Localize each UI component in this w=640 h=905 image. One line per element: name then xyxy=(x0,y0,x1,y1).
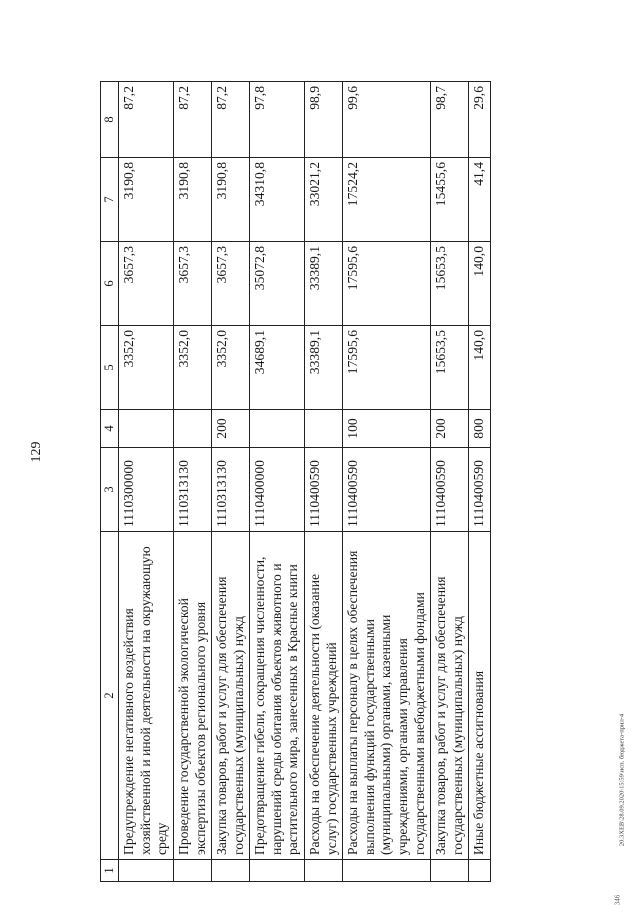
expense-type: 200 xyxy=(212,410,250,448)
row-name: Предотвращение гибели, сокращения численности, нарушений среды обитания объектов животного и растительного мира, занесенных в Красные книги xyxy=(250,532,305,860)
percent-col-8: 97,8 xyxy=(250,82,305,158)
value-col-6: 3657,3 xyxy=(119,242,174,326)
row-name: Закупка товаров, работ и услуг для обеспечения государственных (муниципальных) нужд xyxy=(212,532,250,860)
value-col-6: 3657,3 xyxy=(173,242,211,326)
row-index-cell xyxy=(212,860,250,882)
budget-table xyxy=(100,81,491,882)
row-name: Расходы на обеспечение деятельности (оказание услуг) государственных учреждений xyxy=(305,532,343,860)
budget-code: 1110400000 xyxy=(250,448,305,532)
value-col-5: 15653,5 xyxy=(431,326,469,410)
percent-col-8: 87,2 xyxy=(212,82,250,158)
value-col-5: 33389,1 xyxy=(305,326,343,410)
expense-type xyxy=(173,410,211,448)
value-col-7: 17524,2 xyxy=(343,158,431,242)
value-col-5: 3352,0 xyxy=(119,326,174,410)
percent-col-8: 98,7 xyxy=(431,82,469,158)
budget-code: 1110400590 xyxy=(431,448,469,532)
value-col-6: 15653,5 xyxy=(431,242,469,326)
value-col-5: 3352,0 xyxy=(212,326,250,410)
value-col-6: 33389,1 xyxy=(305,242,343,326)
table-row xyxy=(212,82,250,882)
table-row xyxy=(469,82,491,882)
row-index-cell xyxy=(305,860,343,882)
row-index-cell xyxy=(469,860,491,882)
percent-col-8: 99,6 xyxy=(343,82,431,158)
table-row xyxy=(173,82,211,882)
table-row xyxy=(305,82,343,882)
value-col-7: 33021,2 xyxy=(305,158,343,242)
row-index-cell xyxy=(250,860,305,882)
value-col-7: 15455,6 xyxy=(431,158,469,242)
page-number: 129 xyxy=(29,441,44,463)
expense-type: 200 xyxy=(431,410,469,448)
budget-code: 1110300000 xyxy=(119,448,174,532)
row-index-cell xyxy=(119,860,174,882)
value-col-6: 140,0 xyxy=(469,242,491,326)
row-name: Проведение государственной экологической экспертизы объектов регионального уровня xyxy=(173,532,211,860)
value-col-5: 3352,0 xyxy=(173,326,211,410)
table-row xyxy=(250,82,305,882)
row-name: Закупка товаров, работ и услуг для обеспечения государственных (муниципальных) нужд xyxy=(431,532,469,860)
header-cell: 8 xyxy=(101,82,119,158)
value-col-6: 35072,8 xyxy=(250,242,305,326)
document-stamp: 20.3XЕB\28.09.2020\15:59\исп. бюджета-прил-4 xyxy=(618,713,626,847)
table-row xyxy=(119,82,174,882)
header-row xyxy=(101,82,119,882)
header-cell: 4 xyxy=(101,410,119,448)
header-cell: 1 xyxy=(101,860,119,882)
value-col-7: 41,4 xyxy=(469,158,491,242)
expense-type: 100 xyxy=(343,410,431,448)
expense-type xyxy=(305,410,343,448)
table-row xyxy=(431,82,469,882)
budget-code: 1110400590 xyxy=(469,448,491,532)
row-index-cell xyxy=(431,860,469,882)
rotated-sheet xyxy=(100,82,605,882)
edge-page-mark: 346 xyxy=(613,894,622,905)
row-index-cell xyxy=(343,860,431,882)
value-col-7: 3190,8 xyxy=(173,158,211,242)
expense-type xyxy=(250,410,305,448)
budget-code: 1110400590 xyxy=(343,448,431,532)
header-cell: 5 xyxy=(101,326,119,410)
header-cell: 3 xyxy=(101,448,119,532)
row-name: Иные бюджетные ассигнования xyxy=(469,532,491,860)
row-index-cell xyxy=(173,860,211,882)
percent-col-8: 29,6 xyxy=(469,82,491,158)
value-col-5: 17595,6 xyxy=(343,326,431,410)
header-cell: 7 xyxy=(101,158,119,242)
percent-col-8: 87,2 xyxy=(119,82,174,158)
budget-code: 1110400590 xyxy=(305,448,343,532)
row-name: Предупреждение негативного воздействия хозяйственной и иной деятельности на окружающую среду xyxy=(119,532,174,860)
expense-type xyxy=(119,410,174,448)
row-name: Расходы на выплаты персоналу в целях обеспечения выполнения функций государственными (муниципальными) органами, казенными учреждениями, органами управления государственными внебюджетными фондами xyxy=(343,532,431,860)
table-row xyxy=(343,82,431,882)
value-col-7: 3190,8 xyxy=(119,158,174,242)
value-col-6: 3657,3 xyxy=(212,242,250,326)
budget-code: 1110313130 xyxy=(173,448,211,532)
header-cell: 6 xyxy=(101,242,119,326)
value-col-6: 17595,6 xyxy=(343,242,431,326)
value-col-7: 34310,8 xyxy=(250,158,305,242)
percent-col-8: 87,2 xyxy=(173,82,211,158)
expense-type: 800 xyxy=(469,410,491,448)
value-col-5: 34689,1 xyxy=(250,326,305,410)
percent-col-8: 98,9 xyxy=(305,82,343,158)
budget-code: 1110313130 xyxy=(212,448,250,532)
header-cell: 2 xyxy=(101,532,119,860)
value-col-5: 140,0 xyxy=(469,326,491,410)
value-col-7: 3190,8 xyxy=(212,158,250,242)
